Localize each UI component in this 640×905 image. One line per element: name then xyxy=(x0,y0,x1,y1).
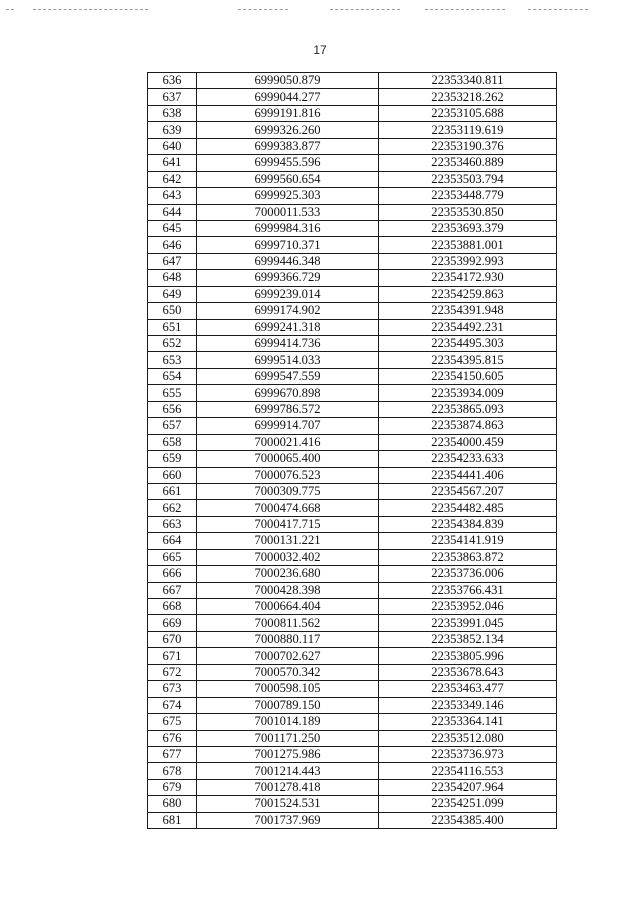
point-number-cell: 650 xyxy=(148,303,197,319)
table-row xyxy=(148,385,557,401)
point-number-cell: 678 xyxy=(148,763,197,779)
point-number-cell: 662 xyxy=(148,500,197,516)
table-row xyxy=(148,286,557,302)
table-row xyxy=(148,434,557,450)
y-coordinate-cell: 22353991.045 xyxy=(379,615,557,631)
x-coordinate-cell: 7001524.531 xyxy=(197,796,379,812)
y-coordinate-cell: 22354395.815 xyxy=(379,352,557,368)
y-coordinate-cell: 22353340.811 xyxy=(379,73,557,89)
table-row xyxy=(148,516,557,532)
table-row xyxy=(148,730,557,746)
y-coordinate-cell: 22353736.006 xyxy=(379,566,557,582)
table-row xyxy=(148,237,557,253)
point-number-cell: 660 xyxy=(148,467,197,483)
point-number-cell: 672 xyxy=(148,664,197,680)
y-coordinate-cell: 22353934.009 xyxy=(379,385,557,401)
point-number-cell: 665 xyxy=(148,549,197,565)
table-row xyxy=(148,105,557,121)
point-number-cell: 652 xyxy=(148,336,197,352)
point-number-cell: 654 xyxy=(148,368,197,384)
y-coordinate-cell: 22353448.779 xyxy=(379,188,557,204)
point-number-cell: 653 xyxy=(148,352,197,368)
x-coordinate-cell: 6999670.898 xyxy=(197,385,379,401)
point-number-cell: 666 xyxy=(148,566,197,582)
point-number-cell: 677 xyxy=(148,746,197,762)
point-number-cell: 669 xyxy=(148,615,197,631)
table-row xyxy=(148,681,557,697)
y-coordinate-cell: 22353805.996 xyxy=(379,648,557,664)
x-coordinate-cell: 6999414.736 xyxy=(197,336,379,352)
x-coordinate-cell: 7000811.562 xyxy=(197,615,379,631)
y-coordinate-cell: 22354495.303 xyxy=(379,336,557,352)
x-coordinate-cell: 6999984.316 xyxy=(197,220,379,236)
y-coordinate-cell: 22354384.839 xyxy=(379,516,557,532)
x-coordinate-cell: 6999044.277 xyxy=(197,89,379,105)
y-coordinate-cell: 22353678.643 xyxy=(379,664,557,680)
x-coordinate-cell: 7000065.400 xyxy=(197,451,379,467)
point-number-cell: 637 xyxy=(148,89,197,105)
point-number-cell: 673 xyxy=(148,681,197,697)
table-row xyxy=(148,122,557,138)
y-coordinate-cell: 22353881.001 xyxy=(379,237,557,253)
x-coordinate-cell: 6999241.318 xyxy=(197,319,379,335)
x-coordinate-cell: 7000076.523 xyxy=(197,467,379,483)
y-coordinate-cell: 22353693.379 xyxy=(379,220,557,236)
table-row xyxy=(148,138,557,154)
table-row xyxy=(148,368,557,384)
scan-artifact-line xyxy=(425,9,505,10)
y-coordinate-cell: 22353952.046 xyxy=(379,599,557,615)
x-coordinate-cell: 6999786.572 xyxy=(197,401,379,417)
point-number-cell: 659 xyxy=(148,451,197,467)
table-row xyxy=(148,599,557,615)
y-coordinate-cell: 22353460.889 xyxy=(379,155,557,171)
y-coordinate-cell: 22354391.948 xyxy=(379,303,557,319)
table-row xyxy=(148,533,557,549)
x-coordinate-cell: 6999366.729 xyxy=(197,270,379,286)
y-coordinate-cell: 22353503.794 xyxy=(379,171,557,187)
y-coordinate-cell: 22353364.141 xyxy=(379,714,557,730)
x-coordinate-cell: 6999514.033 xyxy=(197,352,379,368)
point-number-cell: 671 xyxy=(148,648,197,664)
x-coordinate-cell: 6999925.303 xyxy=(197,188,379,204)
y-coordinate-cell: 22354385.400 xyxy=(379,812,557,828)
point-number-cell: 643 xyxy=(148,188,197,204)
table-row xyxy=(148,500,557,516)
y-coordinate-cell: 22353992.993 xyxy=(379,253,557,269)
y-coordinate-cell: 22353852.134 xyxy=(379,631,557,647)
x-coordinate-cell: 7000664.404 xyxy=(197,599,379,615)
x-coordinate-cell: 7000570.342 xyxy=(197,664,379,680)
table-row xyxy=(148,401,557,417)
x-coordinate-cell: 7000880.117 xyxy=(197,631,379,647)
point-number-cell: 670 xyxy=(148,631,197,647)
point-number-cell: 679 xyxy=(148,779,197,795)
point-number-cell: 642 xyxy=(148,171,197,187)
table-row xyxy=(148,812,557,828)
y-coordinate-cell: 22353218.262 xyxy=(379,89,557,105)
table-row xyxy=(148,763,557,779)
table-row xyxy=(148,270,557,286)
x-coordinate-cell: 6999174.902 xyxy=(197,303,379,319)
table-row xyxy=(148,418,557,434)
point-number-cell: 647 xyxy=(148,253,197,269)
point-number-cell: 667 xyxy=(148,582,197,598)
x-coordinate-cell: 7000474.668 xyxy=(197,500,379,516)
y-coordinate-cell: 22354492.231 xyxy=(379,319,557,335)
y-coordinate-cell: 22353105.688 xyxy=(379,105,557,121)
table-row xyxy=(148,303,557,319)
y-coordinate-cell: 22354233.633 xyxy=(379,451,557,467)
point-number-cell: 676 xyxy=(148,730,197,746)
point-number-cell: 645 xyxy=(148,220,197,236)
y-coordinate-cell: 22353874.863 xyxy=(379,418,557,434)
point-number-cell: 656 xyxy=(148,401,197,417)
x-coordinate-cell: 7001737.969 xyxy=(197,812,379,828)
x-coordinate-cell: 6999560.654 xyxy=(197,171,379,187)
table-row xyxy=(148,204,557,220)
point-number-cell: 664 xyxy=(148,533,197,549)
y-coordinate-cell: 22353512.080 xyxy=(379,730,557,746)
y-coordinate-cell: 22353766.431 xyxy=(379,582,557,598)
point-number-cell: 648 xyxy=(148,270,197,286)
table-row xyxy=(148,631,557,647)
table-row xyxy=(148,220,557,236)
x-coordinate-cell: 7000131.221 xyxy=(197,533,379,549)
point-number-cell: 675 xyxy=(148,714,197,730)
x-coordinate-cell: 7001278.418 xyxy=(197,779,379,795)
table-row xyxy=(148,746,557,762)
y-coordinate-cell: 22354567.207 xyxy=(379,483,557,499)
y-coordinate-cell: 22354482.485 xyxy=(379,500,557,516)
point-number-cell: 644 xyxy=(148,204,197,220)
table-row xyxy=(148,171,557,187)
point-number-cell: 663 xyxy=(148,516,197,532)
table-row xyxy=(148,336,557,352)
x-coordinate-cell: 6999050.879 xyxy=(197,73,379,89)
table-row xyxy=(148,697,557,713)
table-row xyxy=(148,73,557,89)
y-coordinate-cell: 22353463.477 xyxy=(379,681,557,697)
table-row xyxy=(148,451,557,467)
table-row xyxy=(148,155,557,171)
table-row xyxy=(148,615,557,631)
point-number-cell: 639 xyxy=(148,122,197,138)
x-coordinate-cell: 7001275.986 xyxy=(197,746,379,762)
table-row xyxy=(148,253,557,269)
point-number-cell: 668 xyxy=(148,599,197,615)
table-row xyxy=(148,796,557,812)
x-coordinate-cell: 7000428.398 xyxy=(197,582,379,598)
y-coordinate-cell: 22354116.553 xyxy=(379,763,557,779)
x-coordinate-cell: 6999914.707 xyxy=(197,418,379,434)
table-row xyxy=(148,549,557,565)
scan-artifact-line xyxy=(330,9,400,10)
y-coordinate-cell: 22353530.850 xyxy=(379,204,557,220)
point-number-cell: 636 xyxy=(148,73,197,89)
y-coordinate-cell: 22354251.099 xyxy=(379,796,557,812)
x-coordinate-cell: 7000598.105 xyxy=(197,681,379,697)
table-row xyxy=(148,483,557,499)
x-coordinate-cell: 6999326.260 xyxy=(197,122,379,138)
scan-artifact-line xyxy=(6,9,14,10)
table-row xyxy=(148,89,557,105)
y-coordinate-cell: 22354259.863 xyxy=(379,286,557,302)
point-number-cell: 641 xyxy=(148,155,197,171)
x-coordinate-cell: 6999446.348 xyxy=(197,253,379,269)
point-number-cell: 657 xyxy=(148,418,197,434)
table-row xyxy=(148,467,557,483)
table-row xyxy=(148,664,557,680)
x-coordinate-cell: 7000011.533 xyxy=(197,204,379,220)
y-coordinate-cell: 22353119.619 xyxy=(379,122,557,138)
table-row xyxy=(148,352,557,368)
point-number-cell: 680 xyxy=(148,796,197,812)
x-coordinate-cell: 7000236.680 xyxy=(197,566,379,582)
x-coordinate-cell: 6999383.877 xyxy=(197,138,379,154)
x-coordinate-cell: 6999191.816 xyxy=(197,105,379,121)
x-coordinate-cell: 7000032.402 xyxy=(197,549,379,565)
x-coordinate-cell: 7000417.715 xyxy=(197,516,379,532)
coordinates-table-body xyxy=(148,73,557,829)
y-coordinate-cell: 22353190.376 xyxy=(379,138,557,154)
page-number: 17 xyxy=(313,43,327,57)
table-row xyxy=(148,779,557,795)
x-coordinate-cell: 6999455.596 xyxy=(197,155,379,171)
x-coordinate-cell: 6999547.559 xyxy=(197,368,379,384)
y-coordinate-cell: 22354172.930 xyxy=(379,270,557,286)
y-coordinate-cell: 22354000.459 xyxy=(379,434,557,450)
y-coordinate-cell: 22354207.964 xyxy=(379,779,557,795)
scan-artifact-line xyxy=(238,9,288,10)
table-row xyxy=(148,566,557,582)
point-number-cell: 649 xyxy=(148,286,197,302)
y-coordinate-cell: 22354441.406 xyxy=(379,467,557,483)
point-number-cell: 661 xyxy=(148,483,197,499)
y-coordinate-cell: 22353865.093 xyxy=(379,401,557,417)
coordinates-table xyxy=(147,72,557,829)
y-coordinate-cell: 22353736.973 xyxy=(379,746,557,762)
table-row xyxy=(148,582,557,598)
y-coordinate-cell: 22353863.872 xyxy=(379,549,557,565)
point-number-cell: 638 xyxy=(148,105,197,121)
point-number-cell: 651 xyxy=(148,319,197,335)
x-coordinate-cell: 6999710.371 xyxy=(197,237,379,253)
point-number-cell: 658 xyxy=(148,434,197,450)
point-number-cell: 655 xyxy=(148,385,197,401)
scan-artifact-line xyxy=(33,9,148,10)
y-coordinate-cell: 22353349.146 xyxy=(379,697,557,713)
scan-artifact-line xyxy=(528,9,588,10)
x-coordinate-cell: 7000021.416 xyxy=(197,434,379,450)
table-row xyxy=(148,188,557,204)
x-coordinate-cell: 7000702.627 xyxy=(197,648,379,664)
y-coordinate-cell: 22354141.919 xyxy=(379,533,557,549)
point-number-cell: 640 xyxy=(148,138,197,154)
x-coordinate-cell: 7001171.250 xyxy=(197,730,379,746)
x-coordinate-cell: 7000789.150 xyxy=(197,697,379,713)
x-coordinate-cell: 7001014.189 xyxy=(197,714,379,730)
x-coordinate-cell: 6999239.014 xyxy=(197,286,379,302)
table-row xyxy=(148,319,557,335)
point-number-cell: 681 xyxy=(148,812,197,828)
x-coordinate-cell: 7001214.443 xyxy=(197,763,379,779)
x-coordinate-cell: 7000309.775 xyxy=(197,483,379,499)
table-row xyxy=(148,648,557,664)
point-number-cell: 674 xyxy=(148,697,197,713)
table-row xyxy=(148,714,557,730)
y-coordinate-cell: 22354150.605 xyxy=(379,368,557,384)
point-number-cell: 646 xyxy=(148,237,197,253)
